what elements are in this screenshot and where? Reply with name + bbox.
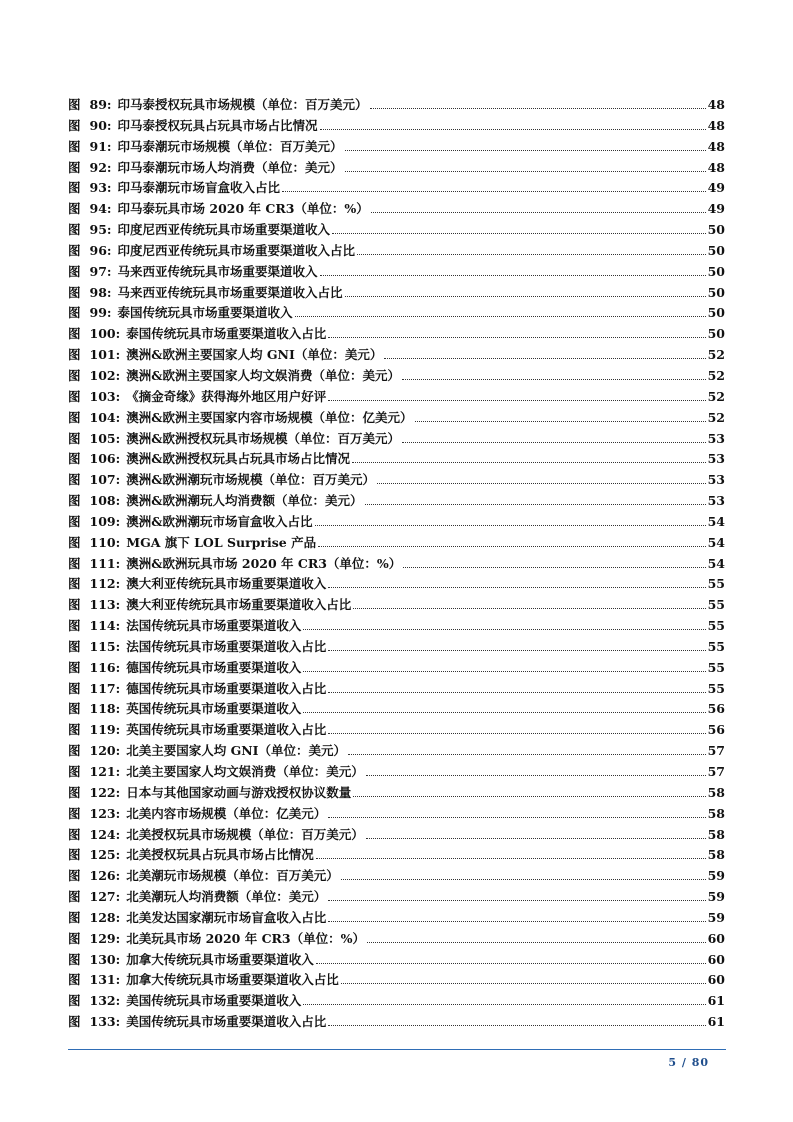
figure-label: 图 (68, 1014, 81, 1030)
figure-page-number: 53 (707, 472, 725, 488)
figure-number: 95: (89, 222, 112, 238)
figure-number: 130: (89, 951, 121, 967)
figure-number: 123: (89, 805, 121, 821)
toc-entry[interactable] (68, 429, 725, 450)
dot-leader (328, 334, 705, 338)
toc-entry[interactable] (68, 595, 725, 616)
toc-entry[interactable] (68, 783, 725, 804)
figure-page-number: 59 (707, 909, 725, 925)
dot-leader (415, 418, 706, 422)
toc-entry[interactable] (68, 991, 725, 1012)
figure-page-number: 55 (707, 597, 725, 613)
figure-title: 北美授权玩具占玩具市场占比情况 (126, 847, 314, 863)
figure-number: 99: (89, 305, 112, 321)
dot-leader (332, 230, 706, 234)
figure-title: 德国传统玩具市场重要渠道收入占比 (126, 680, 327, 696)
toc-entry[interactable] (68, 283, 725, 304)
figure-title: 印马泰潮玩市场盲盒收入占比 (117, 180, 281, 196)
toc-entry[interactable] (68, 554, 725, 575)
figure-page-number: 59 (707, 889, 725, 905)
figure-label: 图 (68, 263, 81, 279)
figure-title: 北美授权玩具市场规模（单位：百万美元） (126, 826, 364, 842)
dot-leader (348, 751, 706, 755)
dot-leader (328, 918, 705, 922)
figure-page-number: 54 (707, 555, 725, 571)
figure-label: 图 (68, 993, 81, 1009)
figure-title: 印马泰潮玩市场人均消费（单位：美元） (117, 159, 343, 175)
toc-entry[interactable] (68, 637, 725, 658)
figure-label: 图 (68, 388, 81, 404)
figure-page-number: 54 (707, 534, 725, 550)
figure-title: 美国传统玩具市场重要渠道收入 (126, 993, 302, 1009)
figure-number: 103: (89, 388, 121, 404)
toc-entry[interactable] (68, 970, 725, 991)
figure-title: 印马泰玩具市场 2020 年 CR3（单位：%） (117, 201, 369, 217)
figure-label: 图 (68, 451, 81, 467)
dot-leader (320, 126, 706, 130)
figure-title: 马来西亚传统玩具市场重要渠道收入占比 (117, 284, 343, 300)
dot-leader (316, 960, 706, 964)
toc-entry[interactable] (68, 116, 725, 137)
figure-number: 109: (89, 513, 121, 529)
dot-leader (295, 313, 706, 317)
toc-entry[interactable] (68, 241, 725, 262)
figure-number: 128: (89, 909, 121, 925)
figure-label: 图 (68, 326, 81, 342)
figure-title: 澳大利亚传统玩具市场重要渠道收入占比 (126, 597, 352, 613)
toc-entry[interactable] (68, 720, 725, 741)
dot-leader (328, 730, 705, 734)
toc-entry[interactable] (68, 741, 725, 762)
figure-label: 图 (68, 242, 81, 258)
dot-leader (303, 1001, 705, 1005)
figure-title: 北美发达国家潮玩市场盲盒收入占比 (126, 909, 327, 925)
figure-page-number: 50 (707, 326, 725, 342)
figure-label: 图 (68, 513, 81, 529)
toc-entry[interactable] (68, 199, 725, 220)
figure-label: 图 (68, 847, 81, 863)
dot-leader (371, 209, 706, 213)
dot-leader (345, 293, 706, 297)
dot-leader (384, 355, 705, 359)
figure-title: 加拿大传统玩具市场重要渠道收入占比 (126, 972, 339, 988)
toc-entry[interactable] (68, 345, 725, 366)
figure-label: 图 (68, 930, 81, 946)
toc-entry[interactable] (68, 387, 725, 408)
figure-label: 图 (68, 493, 81, 509)
figure-title: 澳洲&欧洲主要国家人均 GNI（单位：美元） (126, 347, 383, 363)
figure-page-number: 58 (707, 805, 725, 821)
toc-entry[interactable] (68, 866, 725, 887)
figure-page-number: 52 (707, 367, 725, 383)
toc-entry[interactable] (68, 533, 725, 554)
toc-entry[interactable] (68, 699, 725, 720)
figure-number: 91: (89, 138, 112, 154)
figure-label: 图 (68, 701, 81, 717)
toc-entry[interactable] (68, 762, 725, 783)
figure-number: 124: (89, 826, 121, 842)
figure-label: 图 (68, 367, 81, 383)
figure-page-number: 55 (707, 618, 725, 634)
figure-page-number: 52 (707, 347, 725, 363)
figure-title: 印度尼西亚传统玩具市场重要渠道收入占比 (117, 242, 356, 258)
figure-number: 122: (89, 784, 121, 800)
figure-number: 119: (89, 722, 121, 738)
figure-page-number: 48 (707, 117, 725, 133)
figure-label: 图 (68, 972, 81, 988)
figure-title: 北美主要国家人均 GNI（单位：美元） (126, 743, 347, 759)
figure-label: 图 (68, 347, 81, 363)
dot-leader (341, 876, 706, 880)
dot-leader (303, 668, 705, 672)
figure-page-number: 57 (707, 743, 725, 759)
figure-number: 115: (89, 638, 121, 654)
figure-number: 94: (89, 201, 112, 217)
toc-entry[interactable] (68, 220, 725, 241)
figure-title: 北美主要国家人均文娱消费（单位：美元） (126, 764, 364, 779)
page-indicator: 5 / 80 (668, 1056, 709, 1069)
dot-leader (345, 147, 706, 151)
figure-label: 图 (68, 722, 81, 738)
figure-number: 111: (89, 555, 121, 571)
figure-page-number: 48 (707, 159, 725, 175)
figure-number: 89: (89, 97, 112, 112)
toc-entry[interactable] (68, 408, 725, 429)
figure-title: 印度尼西亚传统玩具市场重要渠道收入 (117, 222, 331, 238)
toc-entry[interactable] (68, 887, 725, 908)
figure-number: 125: (89, 847, 121, 863)
figure-label: 图 (68, 138, 81, 154)
figure-number: 118: (89, 701, 121, 717)
figure-label: 图 (68, 868, 81, 884)
figure-label: 图 (68, 743, 81, 759)
dot-leader (377, 480, 706, 484)
figure-title: 澳洲&欧洲潮玩市场盲盒收入占比 (126, 513, 313, 529)
figure-page-number: 58 (707, 847, 725, 863)
figure-label: 图 (68, 201, 81, 217)
figure-number: 133: (89, 1014, 121, 1030)
toc-entry[interactable] (68, 658, 725, 679)
toc-entry[interactable] (68, 804, 725, 825)
figure-page-number: 50 (707, 263, 725, 279)
figure-label: 图 (68, 764, 81, 779)
dot-leader (316, 855, 706, 859)
figure-title: 澳洲&欧洲潮玩人均消费额（单位：美元） (126, 493, 363, 509)
dot-leader (403, 564, 705, 568)
figure-title: 泰国传统玩具市场重要渠道收入占比 (126, 326, 327, 342)
figure-label: 图 (68, 638, 81, 654)
figure-label: 图 (68, 784, 81, 800)
dot-leader (366, 772, 706, 776)
figure-label: 图 (68, 659, 81, 675)
toc-entry[interactable] (68, 845, 725, 866)
figure-number: 127: (89, 889, 121, 905)
toc-entry[interactable] (68, 929, 725, 950)
figure-number: 106: (89, 451, 121, 467)
figure-number: 100: (89, 326, 121, 342)
figure-title: 印马泰授权玩具占玩具市场占比情况 (117, 117, 318, 133)
dot-leader (366, 835, 706, 839)
figure-label: 图 (68, 97, 81, 112)
figure-title: MGA 旗下 LOL Surprise 产品 (126, 534, 317, 550)
toc-entry[interactable] (68, 512, 725, 533)
figure-page-number: 50 (707, 284, 725, 300)
dot-leader (328, 1022, 705, 1026)
figure-title: 马来西亚传统玩具市场重要渠道收入 (117, 263, 318, 279)
figure-title: 澳洲&欧洲主要国家人均文娱消费（单位：美元） (126, 367, 401, 383)
figure-title: 法国传统玩具市场重要渠道收入占比 (126, 638, 327, 654)
figure-label: 图 (68, 889, 81, 905)
figure-title: 加拿大传统玩具市场重要渠道收入 (126, 951, 314, 967)
figure-label: 图 (68, 826, 81, 842)
figure-title: 北美潮玩人均消费额（单位：美元） (126, 889, 327, 905)
figure-page-number: 55 (707, 638, 725, 654)
figure-number: 126: (89, 868, 121, 884)
figure-label: 图 (68, 805, 81, 821)
figure-title: 北美玩具市场 2020 年 CR3（单位：%） (126, 930, 365, 946)
toc-entry[interactable] (68, 1012, 725, 1033)
figure-number: 129: (89, 930, 121, 946)
figure-page-number: 53 (707, 493, 725, 509)
figure-page-number: 49 (707, 180, 725, 196)
figure-title: 澳洲&欧洲主要国家内容市场规模（单位：亿美元） (126, 409, 413, 425)
figure-title: 英国传统玩具市场重要渠道收入 (126, 701, 302, 717)
figure-page-number: 55 (707, 659, 725, 675)
figure-label: 图 (68, 159, 81, 175)
figure-title: 德国传统玩具市场重要渠道收入 (126, 659, 302, 675)
figure-page-number: 60 (707, 951, 725, 967)
figure-label: 图 (68, 284, 81, 300)
footer-divider (68, 1049, 726, 1050)
figure-label: 图 (68, 597, 81, 613)
figure-number: 108: (89, 493, 121, 509)
figure-number: 117: (89, 680, 121, 696)
figure-label: 图 (68, 909, 81, 925)
figure-number: 120: (89, 743, 121, 759)
dot-leader (282, 188, 706, 192)
figure-title: 泰国传统玩具市场重要渠道收入 (117, 305, 293, 321)
figure-page-number: 57 (707, 764, 725, 779)
toc-entry[interactable] (68, 178, 725, 199)
figure-label: 图 (68, 409, 81, 425)
figure-page-number: 58 (707, 784, 725, 800)
figure-number: 105: (89, 430, 121, 446)
figure-label: 图 (68, 618, 81, 634)
figure-title: 美国传统玩具市场重要渠道收入占比 (126, 1014, 327, 1030)
figure-label: 图 (68, 534, 81, 550)
dot-leader (365, 501, 706, 505)
figure-number: 121: (89, 764, 121, 779)
figure-number: 104: (89, 409, 121, 425)
figure-page-number: 60 (707, 972, 725, 988)
figure-title: 澳洲&欧洲授权玩具占玩具市场占比情况 (126, 451, 351, 467)
dot-leader (341, 980, 706, 984)
dot-leader (367, 939, 706, 943)
figure-label: 图 (68, 472, 81, 488)
figure-number: 131: (89, 972, 121, 988)
figure-number: 110: (89, 534, 121, 550)
toc-entry[interactable] (68, 950, 725, 971)
figure-number: 101: (89, 347, 121, 363)
figure-number: 90: (89, 117, 112, 133)
figure-number: 98: (89, 284, 112, 300)
toc-entry[interactable] (68, 470, 725, 491)
dot-leader (352, 459, 706, 463)
figure-page-number: 48 (707, 97, 725, 112)
dot-leader (328, 584, 705, 588)
dot-leader (353, 793, 705, 797)
figure-page-number: 56 (707, 701, 725, 717)
figure-title: 《摘金奇缘》获得海外地区用户好评 (126, 388, 327, 404)
figure-page-number: 54 (707, 513, 725, 529)
figure-number: 93: (89, 180, 112, 196)
figure-page-number: 60 (707, 930, 725, 946)
toc-entry[interactable] (68, 324, 725, 345)
toc-entry[interactable] (68, 158, 725, 179)
dot-leader (328, 647, 705, 651)
figure-title: 法国传统玩具市场重要渠道收入 (126, 618, 302, 634)
toc-entry[interactable] (68, 366, 725, 387)
figure-label: 图 (68, 222, 81, 238)
figure-page-number: 61 (707, 993, 725, 1009)
figure-page-number: 52 (707, 388, 725, 404)
figure-page-number: 50 (707, 242, 725, 258)
figure-number: 113: (89, 597, 121, 613)
figure-page-number: 52 (707, 409, 725, 425)
figure-number: 107: (89, 472, 121, 488)
figure-title: 英国传统玩具市场重要渠道收入占比 (126, 722, 327, 738)
toc-entry[interactable] (68, 679, 725, 700)
figure-label: 图 (68, 305, 81, 321)
dot-leader (318, 543, 706, 547)
figure-number: 92: (89, 159, 112, 175)
figure-number: 112: (89, 576, 121, 592)
dot-leader (402, 376, 706, 380)
dot-leader (345, 168, 706, 172)
figure-title: 澳洲&欧洲潮玩市场规模（单位：百万美元） (126, 472, 376, 488)
figure-number: 102: (89, 367, 121, 383)
toc-entry[interactable] (68, 908, 725, 929)
toc-entry[interactable] (68, 262, 725, 283)
dot-leader (353, 605, 705, 609)
figure-label: 图 (68, 576, 81, 592)
toc-entry[interactable] (68, 491, 725, 512)
figure-title: 北美内容市场规模（单位：亿美元） (126, 805, 327, 821)
figure-label: 图 (68, 180, 81, 196)
toc-entry[interactable] (68, 95, 725, 116)
figure-page-number: 55 (707, 576, 725, 592)
figure-page-number: 48 (707, 138, 725, 154)
figure-title: 澳洲&欧洲授权玩具市场规模（单位：百万美元） (126, 430, 401, 446)
dot-leader (370, 105, 706, 109)
figure-page-number: 58 (707, 826, 725, 842)
figure-label: 图 (68, 555, 81, 571)
toc-entry[interactable] (68, 574, 725, 595)
figure-page-number: 49 (707, 201, 725, 217)
dot-leader (328, 689, 705, 693)
figure-page-number: 50 (707, 305, 725, 321)
toc-entry[interactable] (68, 616, 725, 637)
dot-leader (328, 897, 705, 901)
figure-number: 96: (89, 242, 112, 258)
dot-leader (357, 251, 706, 255)
figure-label: 图 (68, 117, 81, 133)
figure-page-number: 50 (707, 222, 725, 238)
figure-number: 97: (89, 263, 112, 279)
figure-title: 日本与其他国家动画与游戏授权协议数量 (126, 784, 352, 800)
figure-page-number: 55 (707, 680, 725, 696)
figure-label: 图 (68, 680, 81, 696)
dot-leader (328, 397, 705, 401)
toc-entry[interactable] (68, 449, 725, 470)
figure-number: 132: (89, 993, 121, 1009)
figure-label: 图 (68, 430, 81, 446)
toc-entry[interactable] (68, 137, 725, 158)
figure-title: 印马泰授权玩具市场规模（单位：百万美元） (117, 97, 368, 112)
figure-title: 印马泰潮玩市场规模（单位：百万美元） (117, 138, 343, 154)
figure-page-number: 53 (707, 430, 725, 446)
table-of-figures (68, 95, 725, 1033)
figure-label: 图 (68, 951, 81, 967)
dot-leader (320, 272, 706, 276)
figure-page-number: 61 (707, 1014, 725, 1030)
figure-title: 澳洲&欧洲玩具市场 2020 年 CR3（单位：%） (126, 555, 402, 571)
figure-title: 北美潮玩市场规模（单位：百万美元） (126, 868, 339, 884)
figure-number: 116: (89, 659, 121, 675)
figure-page-number: 53 (707, 451, 725, 467)
dot-leader (402, 439, 706, 443)
dot-leader (303, 709, 705, 713)
toc-entry[interactable] (68, 825, 725, 846)
figure-title: 澳大利亚传统玩具市场重要渠道收入 (126, 576, 327, 592)
dot-leader (315, 522, 706, 526)
figure-page-number: 59 (707, 868, 725, 884)
figure-page-number: 56 (707, 722, 725, 738)
dot-leader (303, 626, 705, 630)
figure-number: 114: (89, 618, 121, 634)
toc-entry[interactable] (68, 303, 725, 324)
dot-leader (328, 814, 705, 818)
